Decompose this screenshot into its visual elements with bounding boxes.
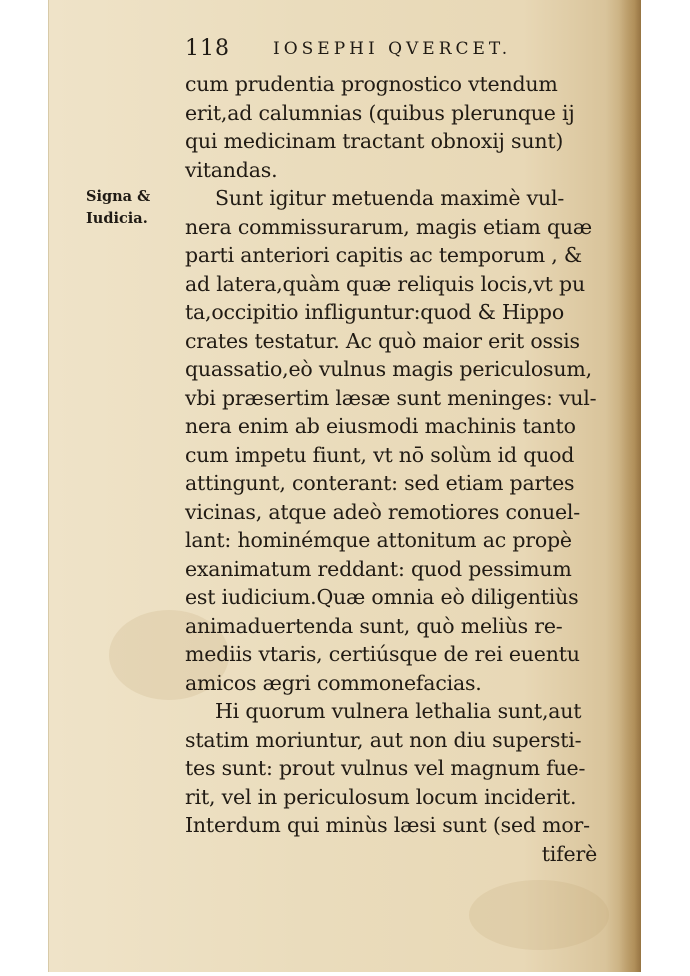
page-number: 118 (185, 36, 230, 61)
body-text (185, 70, 605, 868)
text-line: nera commissurarum, magis etiam quæ (185, 214, 592, 239)
text-line: cum prudentia prognostico vtendum (185, 72, 558, 96)
text-line: lant: hominémque attonitum ac propè (185, 528, 572, 552)
text-line: mediis vtaris, certiúsque de rei euentu (185, 642, 580, 666)
catchword: tiferè (541, 841, 597, 866)
running-title: IOSEPHI QVERCET. (273, 39, 512, 59)
text-line: rit, vel in periculosum locum inciderit. (185, 784, 577, 809)
text-line: quassatio,eò vulnus magis periculosum, (185, 357, 592, 381)
marginal-note (86, 186, 176, 230)
text-line: crates testatur. Ac quò maior erit ossis (185, 328, 580, 353)
text-line: ta,occipitio infliguntur:quod & Hippo (185, 300, 564, 324)
text-line: attingunt, conterant: sed etiam partes (185, 471, 575, 495)
text-line: tes sunt: prout vulnus vel magnum fue- (185, 756, 586, 780)
text-line: vicinas, atque adeò remotiores conuel- (185, 499, 580, 524)
text-line: animaduertenda sunt, quò meliùs re- (185, 613, 563, 638)
text-line: amicos ægri commonefacias. (185, 670, 482, 695)
text-line: parti anteriori capitis ac temporum , & (185, 243, 582, 267)
marginal-note-line: Iudicia. (86, 210, 148, 227)
paragraph-first-line: Sunt igitur metuenda maximè vul- (215, 186, 565, 210)
text-line: vitandas. (185, 157, 278, 182)
running-head (185, 36, 595, 66)
text-line: Interdum qui minùs læsi sunt (sed mor- (185, 813, 590, 837)
text-line: ad latera,quàm quæ reliquis locis,vt pu (185, 271, 585, 296)
text-line: cum impetu fiunt, vt nō solùm id quod (185, 442, 575, 467)
text-line: vbi præsertim læsæ sunt meninges: vul- (185, 385, 597, 410)
text-line: nera enim ab eiusmodi machinis tanto (185, 414, 576, 438)
marginal-note-line: Signa & (86, 188, 151, 205)
text-line: erit,ad calumnias (quibus plerunque ij (185, 100, 575, 125)
text-line: exanimatum reddant: quod pessimum (185, 556, 572, 581)
page-edge-shadow (619, 0, 641, 972)
text-line: qui medicinam tractant obnoxij sunt) (185, 129, 564, 153)
paragraph-first-line: Hi quorum vulnera lethalia sunt,aut (215, 699, 582, 723)
paper-stain (469, 880, 609, 950)
text-line: est iudicium.Quæ omnia eò diligentiùs (185, 585, 579, 609)
text-line: statim moriuntur, aut non diu supersti- (185, 727, 582, 752)
